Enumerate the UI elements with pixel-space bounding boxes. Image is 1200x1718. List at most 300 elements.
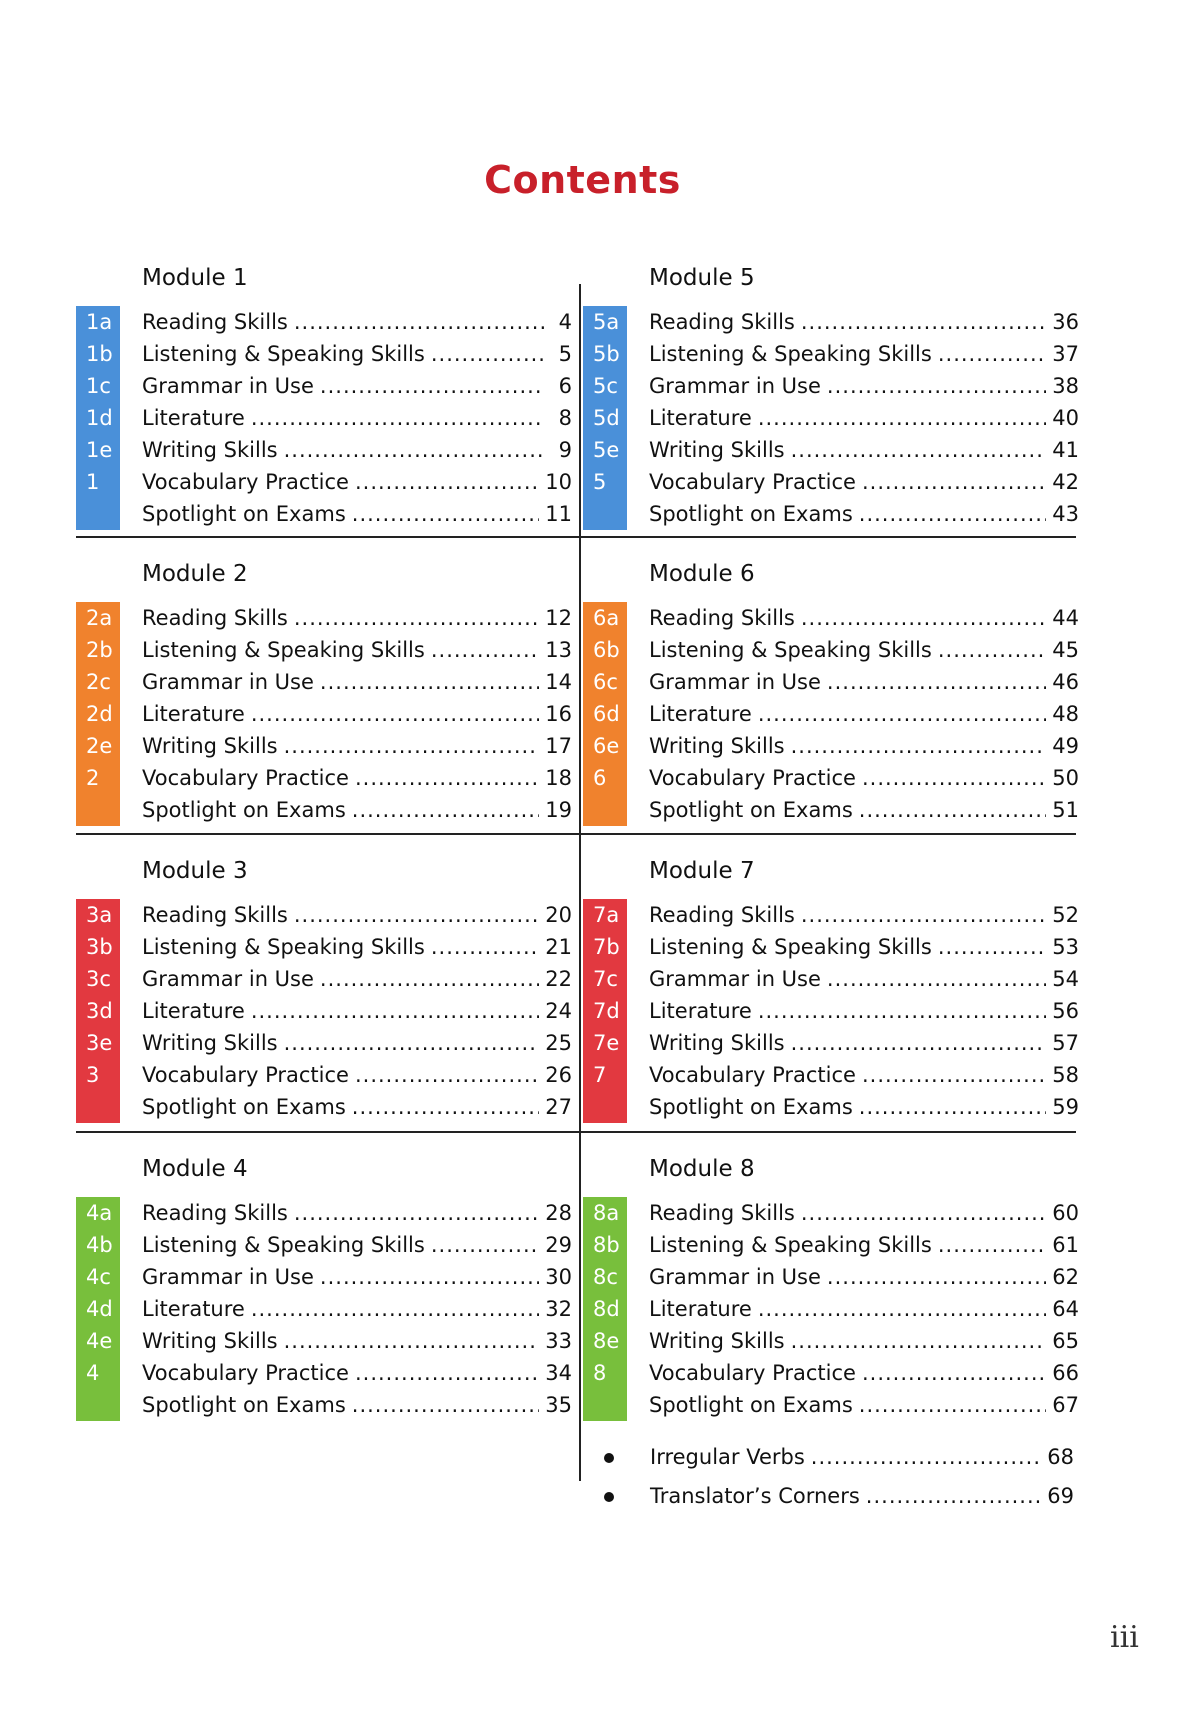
entry-list — [142, 602, 572, 826]
module-section — [583, 858, 1083, 1143]
leader-dots — [938, 1229, 1046, 1261]
module-section — [583, 265, 1083, 550]
module-title: Module 6 — [649, 561, 755, 587]
entry-label: Vocabulary Practice — [142, 1361, 349, 1385]
entry-label: Writing Skills — [142, 1329, 278, 1353]
leader-dots — [827, 963, 1046, 995]
toc-entry[interactable] — [142, 402, 572, 434]
entry-label: Listening & Speaking Skills — [142, 935, 425, 959]
entry-page: 40 — [1052, 406, 1079, 430]
entry-page: 4 — [558, 310, 572, 334]
entry-label: Literature — [142, 1297, 245, 1321]
badge-label: 1b — [86, 342, 113, 366]
badge-label: 6 — [593, 766, 607, 790]
leader-dots — [355, 1357, 539, 1389]
toc-entry[interactable] — [649, 602, 1079, 634]
toc-entry[interactable] — [649, 931, 1079, 963]
toc-entry[interactable] — [649, 1293, 1079, 1325]
leader-dots — [431, 1229, 539, 1261]
entry-label: Grammar in Use — [649, 967, 821, 991]
entry-page: 27 — [545, 1095, 572, 1119]
toc-entry[interactable] — [142, 602, 572, 634]
entry-page: 61 — [1052, 1233, 1079, 1257]
badge-label: 5b — [593, 342, 620, 366]
entry-page: 24 — [545, 999, 572, 1023]
entry-label: Literature — [649, 702, 752, 726]
entry-page: 34 — [545, 1361, 572, 1385]
entry-label: Literature — [142, 406, 245, 430]
entry-label: Writing Skills — [649, 734, 785, 758]
badge-label: 2e — [86, 734, 113, 758]
toc-entry[interactable] — [142, 1059, 572, 1091]
entry-page: 38 — [1052, 374, 1079, 398]
leader-dots — [862, 1059, 1046, 1091]
toc-entry[interactable] — [142, 899, 572, 931]
toc-entry[interactable] — [142, 931, 572, 963]
entry-page: 53 — [1052, 935, 1079, 959]
entry-label: Reading Skills — [649, 310, 795, 334]
toc-entry[interactable] — [649, 498, 1079, 530]
toc-entry[interactable] — [649, 466, 1079, 498]
badge-label: 8d — [593, 1297, 620, 1321]
toc-entry[interactable] — [142, 1293, 572, 1325]
module-badge — [76, 899, 120, 1123]
page-title: Contents — [484, 158, 681, 202]
entry-label: Grammar in Use — [649, 374, 821, 398]
leader-dots — [355, 466, 539, 498]
entry-page: 37 — [1052, 342, 1079, 366]
entry-label: Vocabulary Practice — [142, 470, 349, 494]
entry-page: 66 — [1052, 1361, 1079, 1385]
column-divider — [579, 284, 581, 1481]
badge-label: 7a — [593, 903, 620, 927]
toc-entry[interactable] — [649, 634, 1079, 666]
entry-label: Reading Skills — [649, 1201, 795, 1225]
entry-label: Writing Skills — [142, 1031, 278, 1055]
leader-dots — [352, 498, 540, 530]
module-badge — [76, 306, 120, 530]
badge-label: 5a — [593, 310, 620, 334]
badge-label: 7 — [593, 1063, 607, 1087]
toc-entry[interactable] — [142, 1357, 572, 1389]
toc-entry[interactable] — [142, 1229, 572, 1261]
entry-label: Grammar in Use — [142, 1265, 314, 1289]
entry-page: 25 — [545, 1031, 572, 1055]
leader-dots — [827, 1261, 1046, 1293]
entry-label: Reading Skills — [649, 606, 795, 630]
entry-page: 45 — [1052, 638, 1079, 662]
leader-dots — [431, 338, 544, 370]
entry-label: Listening & Speaking Skills — [142, 1233, 425, 1257]
module-title: Module 1 — [142, 265, 248, 291]
toc-entry[interactable] — [142, 762, 572, 794]
entry-list — [142, 899, 572, 1123]
module-section — [583, 1156, 1083, 1441]
leader-dots — [862, 762, 1046, 794]
leader-dots — [294, 306, 544, 338]
toc-entry[interactable] — [649, 1261, 1079, 1293]
entry-label: Spotlight on Exams — [649, 1393, 853, 1417]
toc-entry[interactable] — [142, 634, 572, 666]
leader-dots — [859, 794, 1047, 826]
badge-label: 4a — [86, 1201, 113, 1225]
module-section — [76, 1156, 576, 1441]
toc-entry[interactable] — [649, 666, 1079, 698]
entry-list — [142, 306, 572, 530]
entry-page: 26 — [545, 1063, 572, 1087]
leader-dots — [294, 602, 539, 634]
entry-page: 22 — [545, 967, 572, 991]
badge-label: 8c — [593, 1265, 618, 1289]
module-badge — [583, 1197, 627, 1421]
leader-dots — [801, 306, 1046, 338]
badge-label: 3b — [86, 935, 113, 959]
toc-entry[interactable] — [649, 1059, 1079, 1091]
entry-page: 14 — [545, 670, 572, 694]
toc-entry[interactable] — [649, 963, 1079, 995]
toc-entry[interactable] — [142, 306, 572, 338]
entry-page: 51 — [1052, 798, 1079, 822]
toc-entry[interactable] — [142, 794, 572, 826]
leader-dots — [294, 899, 539, 931]
entry-page: 69 — [1047, 1484, 1074, 1508]
module-badge — [583, 899, 627, 1123]
leader-dots — [251, 1293, 539, 1325]
entry-page: 46 — [1052, 670, 1079, 694]
toc-entry[interactable] — [649, 1229, 1079, 1261]
entry-label: Grammar in Use — [649, 670, 821, 694]
badge-label: 3a — [86, 903, 113, 927]
entry-label: Grammar in Use — [142, 374, 314, 398]
badge-label: 4 — [86, 1361, 100, 1385]
module-section — [583, 561, 1083, 846]
entry-label: Writing Skills — [649, 1329, 785, 1353]
leader-dots — [938, 634, 1046, 666]
entry-label: Vocabulary Practice — [142, 766, 349, 790]
badge-label: 1 — [86, 470, 100, 494]
toc-entry[interactable] — [649, 1027, 1079, 1059]
toc-entry[interactable] — [142, 1027, 572, 1059]
leader-dots — [859, 1389, 1047, 1421]
leader-dots — [758, 698, 1046, 730]
leader-dots — [791, 1325, 1047, 1357]
toc-entry[interactable] — [142, 1325, 572, 1357]
badge-label: 2a — [86, 606, 113, 630]
entry-page: 57 — [1052, 1031, 1079, 1055]
entry-page: 49 — [1052, 734, 1079, 758]
leader-dots — [801, 602, 1046, 634]
extra-entry[interactable] — [604, 1441, 1074, 1473]
module-section — [76, 265, 576, 550]
badge-label: 3 — [86, 1063, 100, 1087]
toc-entry[interactable] — [142, 498, 572, 530]
entry-page: 67 — [1052, 1393, 1079, 1417]
entry-list — [649, 1197, 1079, 1421]
entry-page: 12 — [545, 606, 572, 630]
entry-label: Listening & Speaking Skills — [649, 935, 932, 959]
toc-entry[interactable] — [142, 370, 572, 402]
leader-dots — [938, 338, 1046, 370]
bullet-icon — [604, 1453, 614, 1463]
badge-label: 6d — [593, 702, 620, 726]
entry-list — [142, 1197, 572, 1421]
badge-label: 2d — [86, 702, 113, 726]
badge-label: 7e — [593, 1031, 620, 1055]
entry-label: Literature — [142, 999, 245, 1023]
entry-label: Listening & Speaking Skills — [142, 638, 425, 662]
leader-dots — [801, 1197, 1046, 1229]
module-title: Module 5 — [649, 265, 755, 291]
entry-page: 29 — [545, 1233, 572, 1257]
entry-list — [649, 602, 1079, 826]
leader-dots — [859, 498, 1047, 530]
badge-label: 5c — [593, 374, 618, 398]
toc-entry[interactable] — [649, 338, 1079, 370]
bullet-icon — [604, 1492, 614, 1502]
leader-dots — [758, 995, 1046, 1027]
entry-page: 17 — [545, 734, 572, 758]
module-badge — [583, 306, 627, 530]
toc-entry[interactable] — [142, 434, 572, 466]
entry-label: Literature — [649, 1297, 752, 1321]
leader-dots — [791, 730, 1047, 762]
entry-label: Literature — [649, 999, 752, 1023]
module-title: Module 7 — [649, 858, 755, 884]
entry-page: 10 — [545, 470, 572, 494]
entry-page: 20 — [545, 903, 572, 927]
leader-dots — [284, 730, 540, 762]
leader-dots — [352, 1389, 540, 1421]
entry-list — [649, 306, 1079, 530]
toc-entry[interactable] — [649, 762, 1079, 794]
leader-dots — [320, 1261, 539, 1293]
toc-entry[interactable] — [142, 1389, 572, 1421]
entry-page: 30 — [545, 1265, 572, 1289]
entry-label: Spotlight on Exams — [649, 798, 853, 822]
toc-entry[interactable] — [649, 730, 1079, 762]
entry-label: Irregular Verbs — [650, 1445, 805, 1469]
entry-label: Writing Skills — [142, 438, 278, 462]
module-title: Module 3 — [142, 858, 248, 884]
module-section — [76, 858, 576, 1143]
entry-label: Reading Skills — [142, 903, 288, 927]
entry-label: Reading Skills — [142, 310, 288, 334]
toc-entry[interactable] — [142, 1261, 572, 1293]
leader-dots — [251, 698, 539, 730]
entry-label: Vocabulary Practice — [649, 470, 856, 494]
badge-label: 8b — [593, 1233, 620, 1257]
entry-label: Vocabulary Practice — [649, 1361, 856, 1385]
entry-label: Listening & Speaking Skills — [649, 1233, 932, 1257]
badge-label: 1a — [86, 310, 113, 334]
entry-page: 21 — [545, 935, 572, 959]
leader-dots — [320, 370, 544, 402]
entry-label: Listening & Speaking Skills — [649, 342, 932, 366]
entry-page: 16 — [545, 702, 572, 726]
badge-label: 1e — [86, 438, 113, 462]
entry-page: 18 — [545, 766, 572, 790]
entry-page: 11 — [545, 502, 572, 526]
toc-entry[interactable] — [142, 666, 572, 698]
toc-entry[interactable] — [649, 794, 1079, 826]
toc-entry[interactable] — [649, 1325, 1079, 1357]
toc-entry[interactable] — [649, 698, 1079, 730]
badge-label: 3c — [86, 967, 111, 991]
badge-label: 7b — [593, 935, 620, 959]
entry-page: 62 — [1052, 1265, 1079, 1289]
leader-dots — [758, 402, 1046, 434]
page-number: iii — [1110, 1620, 1139, 1655]
toc-entry[interactable] — [649, 1197, 1079, 1229]
module-title: Module 4 — [142, 1156, 248, 1182]
entry-label: Reading Skills — [142, 1201, 288, 1225]
toc-entry[interactable] — [649, 306, 1079, 338]
badge-label: 6a — [593, 606, 620, 630]
badge-label: 1d — [86, 406, 113, 430]
entry-page: 36 — [1052, 310, 1079, 334]
toc-entry[interactable] — [142, 963, 572, 995]
leader-dots — [431, 931, 539, 963]
entry-label: Listening & Speaking Skills — [142, 342, 425, 366]
badge-label: 5 — [593, 470, 607, 494]
entry-label: Grammar in Use — [142, 967, 314, 991]
entry-label: Literature — [649, 406, 752, 430]
badge-label: 6c — [593, 670, 618, 694]
entry-page: 56 — [1052, 999, 1079, 1023]
toc-entry[interactable] — [649, 1091, 1079, 1123]
leader-dots — [352, 1091, 540, 1123]
leader-dots — [294, 1197, 539, 1229]
entry-page: 35 — [545, 1393, 572, 1417]
entry-label: Vocabulary Practice — [649, 766, 856, 790]
entry-label: Spotlight on Exams — [649, 1095, 853, 1119]
entry-label: Spotlight on Exams — [142, 1095, 346, 1119]
toc-entry[interactable] — [649, 370, 1079, 402]
toc-entry[interactable] — [649, 995, 1079, 1027]
entry-label: Reading Skills — [649, 903, 795, 927]
leader-dots — [284, 1325, 540, 1357]
module-badge — [76, 1197, 120, 1421]
toc-entry[interactable] — [142, 995, 572, 1027]
entry-page: 33 — [545, 1329, 572, 1353]
leader-dots — [866, 1480, 1041, 1512]
leader-dots — [938, 931, 1046, 963]
entry-label: Spotlight on Exams — [142, 1393, 346, 1417]
badge-label: 8 — [593, 1361, 607, 1385]
badge-label: 2b — [86, 638, 113, 662]
toc-entry[interactable] — [649, 434, 1079, 466]
leader-dots — [251, 995, 539, 1027]
badge-label: 6e — [593, 734, 620, 758]
entry-label: Writing Skills — [649, 1031, 785, 1055]
entry-label: Grammar in Use — [649, 1265, 821, 1289]
entry-label: Spotlight on Exams — [649, 502, 853, 526]
badge-label: 8e — [593, 1329, 620, 1353]
toc-entry[interactable] — [142, 1197, 572, 1229]
module-badge — [583, 602, 627, 826]
entry-page: 65 — [1052, 1329, 1079, 1353]
badge-label: 8a — [593, 1201, 620, 1225]
badge-label: 3d — [86, 999, 113, 1023]
entry-label: Vocabulary Practice — [649, 1063, 856, 1087]
entry-label: Vocabulary Practice — [142, 1063, 349, 1087]
toc-entry[interactable] — [142, 466, 572, 498]
entry-label: Literature — [142, 702, 245, 726]
leader-dots — [811, 1441, 1042, 1473]
entry-label: Listening & Speaking Skills — [649, 638, 932, 662]
entry-page: 64 — [1052, 1297, 1079, 1321]
badge-label: 7c — [593, 967, 618, 991]
leader-dots — [791, 1027, 1047, 1059]
entry-list — [649, 899, 1079, 1123]
leader-dots — [251, 402, 544, 434]
badge-label: 3e — [86, 1031, 113, 1055]
toc-entry[interactable] — [142, 338, 572, 370]
toc-entry[interactable] — [649, 1357, 1079, 1389]
entry-page: 48 — [1052, 702, 1079, 726]
toc-entry[interactable] — [142, 730, 572, 762]
badge-label: 2c — [86, 670, 111, 694]
entry-page: 41 — [1052, 438, 1079, 462]
toc-entry[interactable] — [142, 1091, 572, 1123]
badge-label: 1c — [86, 374, 111, 398]
module-title: Module 8 — [649, 1156, 755, 1182]
entry-page: 8 — [558, 406, 572, 430]
leader-dots — [284, 1027, 540, 1059]
entry-label: Reading Skills — [142, 606, 288, 630]
entry-label: Writing Skills — [142, 734, 278, 758]
entry-page: 50 — [1052, 766, 1079, 790]
toc-entry[interactable] — [649, 1389, 1079, 1421]
leader-dots — [859, 1091, 1047, 1123]
badge-label: 4c — [86, 1265, 111, 1289]
entry-page: 9 — [558, 438, 572, 462]
badge-label: 4b — [86, 1233, 113, 1257]
toc-entry[interactable] — [649, 899, 1079, 931]
leader-dots — [791, 434, 1047, 466]
entry-label: Spotlight on Exams — [142, 502, 346, 526]
entry-label: Writing Skills — [649, 438, 785, 462]
badge-label: 4e — [86, 1329, 113, 1353]
leader-dots — [320, 963, 539, 995]
leader-dots — [355, 762, 539, 794]
badge-label: 7d — [593, 999, 620, 1023]
badge-label: 4d — [86, 1297, 113, 1321]
entry-page: 19 — [545, 798, 572, 822]
badge-label: 2 — [86, 766, 100, 790]
leader-dots — [827, 666, 1046, 698]
leader-dots — [355, 1059, 539, 1091]
entry-page: 13 — [545, 638, 572, 662]
badge-label: 5d — [593, 406, 620, 430]
toc-entry[interactable] — [142, 698, 572, 730]
entry-page: 54 — [1052, 967, 1079, 991]
entry-label: Translator’s Corners — [650, 1484, 860, 1508]
module-badge — [76, 602, 120, 826]
leader-dots — [801, 899, 1046, 931]
extra-entry[interactable] — [604, 1480, 1074, 1512]
leader-dots — [862, 1357, 1046, 1389]
entry-page: 68 — [1047, 1445, 1074, 1469]
leader-dots — [352, 794, 540, 826]
entry-page: 28 — [545, 1201, 572, 1225]
entry-label: Spotlight on Exams — [142, 798, 346, 822]
entry-page: 58 — [1052, 1063, 1079, 1087]
entry-page: 6 — [558, 374, 572, 398]
entry-page: 52 — [1052, 903, 1079, 927]
leader-dots — [862, 466, 1046, 498]
toc-entry[interactable] — [649, 402, 1079, 434]
